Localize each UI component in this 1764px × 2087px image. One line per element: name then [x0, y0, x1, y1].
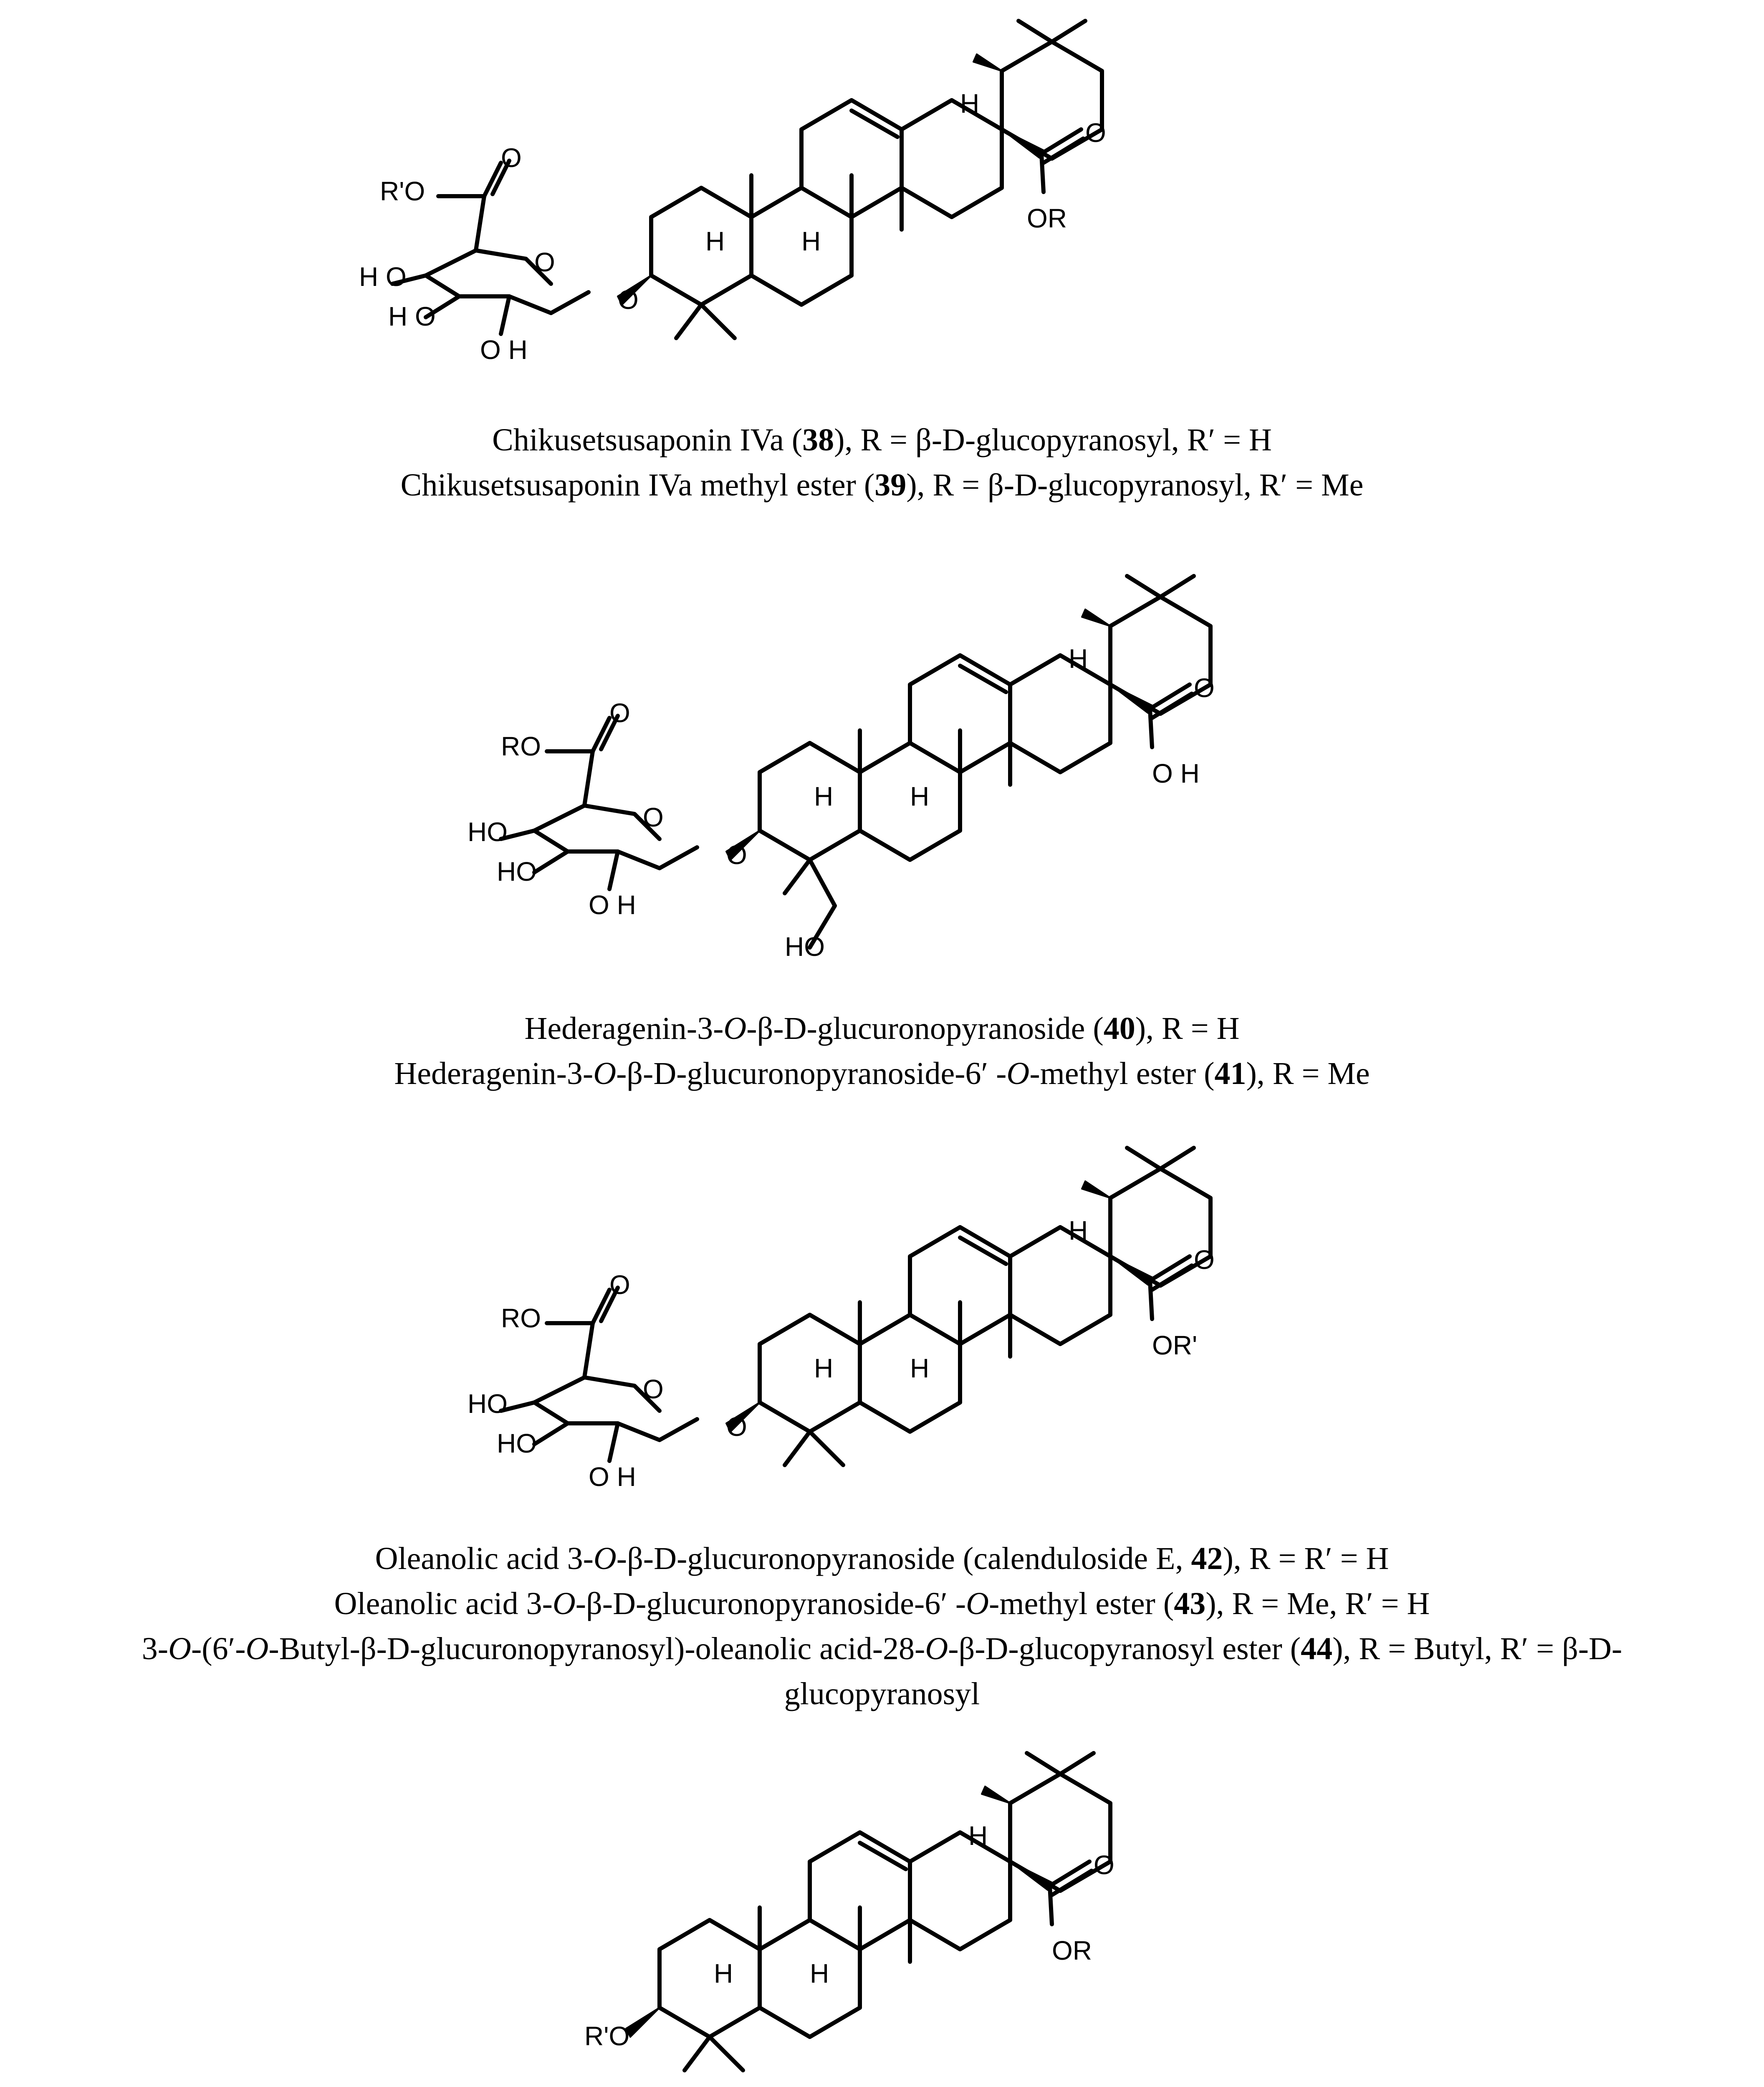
- label-O-acid: O: [609, 698, 630, 728]
- label-H-5: H: [814, 1353, 834, 1383]
- molecule-oleanolic-28-glucuronide: [0, 1732, 1764, 2087]
- label-O-acid: O: [501, 143, 522, 173]
- label-H-9: H: [910, 781, 930, 811]
- label-R-prime-O: R'O: [584, 2021, 630, 2051]
- label-O-carbonyl: O: [1094, 1850, 1115, 1880]
- molecule-chikusetsusaponin-iva: [0, 0, 1764, 417]
- molecule-oleanolic-glucuronide: [0, 1127, 1764, 1536]
- caption-line: Hederagenin-3-O-β-D-glucuronopyranoside (40), R = H: [524, 1011, 1240, 1046]
- label-HO-2: H O: [388, 301, 436, 331]
- caption-block-1: [0, 417, 1764, 508]
- label-O-ring: O: [643, 1374, 664, 1404]
- label-OH: O H: [589, 1462, 636, 1492]
- label-H-9: H: [801, 226, 821, 256]
- label-HO-1: HO: [468, 1389, 508, 1419]
- caption-block-2: [0, 1006, 1764, 1096]
- label-RO: RO: [501, 731, 541, 761]
- label-O-acid: O: [609, 1270, 630, 1300]
- label-RO: RO: [501, 1303, 541, 1333]
- label-H-18: H: [968, 1821, 988, 1851]
- caption-line: Chikusetsusaponin IVa (38), R = β-D-glucopyranosyl, R′ = H: [492, 422, 1272, 457]
- label-H-5: H: [705, 226, 725, 256]
- caption-line: Hederagenin-3-O-β-D-glucuronopyranoside-6′ -O-methyl ester (41), R = Me: [394, 1056, 1370, 1091]
- label-OH: O H: [589, 890, 636, 920]
- label-O-ring: O: [643, 802, 664, 832]
- label-O-glycoside: O: [726, 1412, 747, 1442]
- caption-line: glucopyranosyl: [784, 1676, 980, 1711]
- label-H-5: H: [814, 781, 834, 811]
- label-O-ring: O: [534, 247, 555, 277]
- label-O-glycoside: O: [618, 285, 639, 315]
- caption-line: Chikusetsusaponin IVa methyl ester (39), R = β-D-glucopyranosyl, R′ = Me: [400, 467, 1364, 503]
- label-HO-1: H O: [359, 262, 407, 292]
- label-OH: O H: [480, 335, 528, 365]
- molecule-hederagenin-glucuronide: [0, 555, 1764, 993]
- label-H-5: H: [714, 1958, 733, 1988]
- structure-38-39: [0, 0, 1764, 417]
- structure-40-41: [0, 555, 1764, 993]
- caption-block-3: [0, 1536, 1764, 1716]
- label-H-9: H: [910, 1353, 930, 1383]
- label-OR: OR: [1027, 203, 1067, 233]
- label-OR: OR: [1052, 1935, 1092, 1966]
- label-OR-prime: OR': [1152, 1330, 1198, 1360]
- label-H-18: H: [960, 88, 980, 119]
- label-HO-23: HO: [785, 932, 825, 962]
- label-HO-1: HO: [468, 817, 508, 847]
- label-H-18: H: [1069, 1215, 1088, 1246]
- label-R-prime-O: R'O: [380, 176, 425, 206]
- label-O-carbonyl: O: [1085, 118, 1106, 148]
- label-O-glycoside: O: [726, 840, 747, 870]
- caption-line: Oleanolic acid 3-O-β-D-glucuronopyranoside (calenduloside E, 42), R = R′ = H: [375, 1541, 1389, 1576]
- label-H-9: H: [810, 1958, 829, 1988]
- structure-45-46: [0, 1732, 1764, 2087]
- caption-line: 3-O-(6′-O-Butyl-β-D-glucuronopyranosyl)-oleanolic acid-28-O-β-D-glucopyranosyl ester (44), R = Butyl, R′ = β-D-: [142, 1631, 1622, 1666]
- label-O-carbonyl: O: [1194, 1245, 1215, 1275]
- structure-42-44: [0, 1127, 1764, 1536]
- label-H-18: H: [1069, 644, 1088, 674]
- caption-line: Oleanolic acid 3-O-β-D-glucuronopyranoside-6′ -O-methyl ester (43), R = Me, R′ = H: [334, 1586, 1430, 1621]
- label-HO-2: HO: [497, 1428, 537, 1458]
- label-O-carbonyl: O: [1194, 673, 1215, 703]
- label-HO-2: HO: [497, 857, 537, 887]
- label-OH-acid: O H: [1152, 758, 1200, 788]
